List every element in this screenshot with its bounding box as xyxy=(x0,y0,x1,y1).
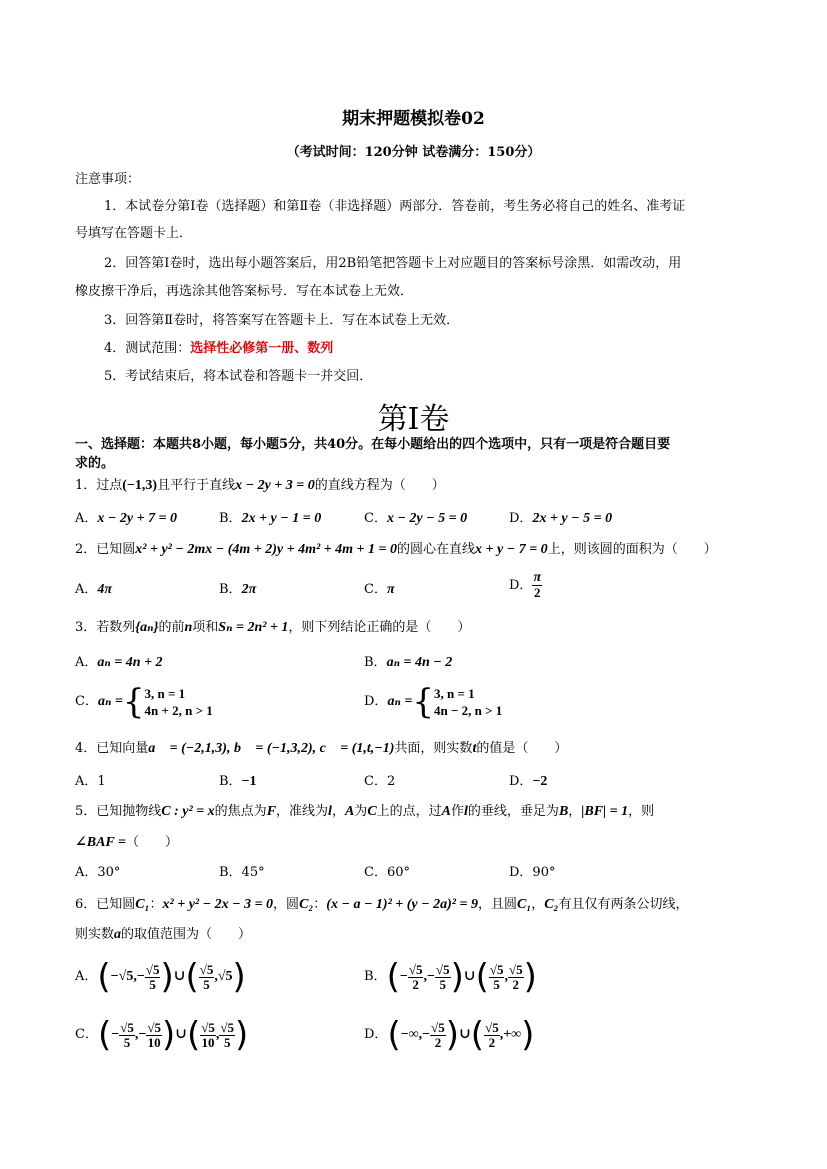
q5-text-2: 的焦点为 xyxy=(214,804,267,819)
q5-text-8: 的垂线，垂足为 xyxy=(467,804,559,819)
q5-F: F xyxy=(266,804,277,819)
q6-c1: C₁ xyxy=(135,897,150,912)
q6-option-d[interactable] xyxy=(364,1015,535,1055)
q3-c-case-1: 3, n = 1 xyxy=(144,686,186,701)
q5-text-3: ，准线为 xyxy=(276,804,329,819)
q1-c-value: x − 2y − 5 = 0 xyxy=(386,511,468,526)
q5-text-7: 作 xyxy=(451,804,465,819)
q3-a-value: aₙ = 4n + 2 xyxy=(97,655,163,670)
note-1-line-2: 号填写在答题卡上． xyxy=(75,226,193,241)
q6-text-4: ： xyxy=(313,897,327,912)
q6-a-frac-1-den: 5 xyxy=(149,976,156,992)
q6-b-frac-3-num: √5 xyxy=(489,961,504,977)
q6-a-frac-2-den: 5 xyxy=(203,976,210,992)
q6-text-5: ，且圆 xyxy=(477,897,517,912)
q6-b-frac-1-den: 2 xyxy=(412,976,419,992)
q6-b-comma-1: , xyxy=(423,969,427,984)
question-5-line-2 xyxy=(75,834,178,852)
q5-text-9: ， xyxy=(568,804,582,819)
q3-c-cases xyxy=(144,685,212,719)
q6-b-lparen-1: ( xyxy=(386,957,400,997)
q1-option-a[interactable] xyxy=(75,510,177,528)
q6-c-frac-1-den: 5 xyxy=(123,1034,131,1050)
note-5: 5．考试结束后，将本试卷和答题卡一并交回． xyxy=(104,369,373,384)
q6-c-frac-1-num: √5 xyxy=(120,1019,134,1035)
q6-b-lparen-2: ( xyxy=(475,957,489,997)
q5-l: l xyxy=(328,804,332,819)
q6-text-8: 则实数 xyxy=(75,927,115,942)
q6-d-neg-infinity: −∞, xyxy=(400,1027,423,1042)
q3-c-brace: { xyxy=(122,682,145,722)
section-heading-line-2: 求的。 xyxy=(75,456,115,471)
q6-b-frac-4 xyxy=(508,963,524,992)
note-4-prefix: 4．测试范围： xyxy=(104,341,191,356)
q2-b-value: 2π xyxy=(241,582,257,597)
note-4 xyxy=(104,340,333,358)
q3-option-c[interactable] xyxy=(75,682,213,722)
q1-line: x − 2y + 3 = 0 xyxy=(235,478,315,493)
q6-b-minus-2: − xyxy=(426,969,435,984)
q5-text-5: 为 xyxy=(354,804,368,819)
section-title: 第Ⅰ卷 xyxy=(377,402,450,437)
q6-c-union: ∪ xyxy=(175,1027,187,1042)
test-scope: 选择性必修第一册、数列 xyxy=(190,341,334,356)
q6-d-frac-1-den: 2 xyxy=(434,1034,442,1050)
q6-b-label: B． xyxy=(364,969,387,984)
notes-heading: 注意事项： xyxy=(75,172,141,187)
q5-C: C xyxy=(367,804,377,819)
note-2-line-1: 2．回答第Ⅰ卷时，选出每小题答案后，用2B铅笔把答题卡上对应题目的答案标号涂黑．如需改动，用 xyxy=(104,256,682,271)
q6-b-union: ∪ xyxy=(463,969,476,984)
q6-d-rparen-2: ) xyxy=(521,1015,535,1055)
q6-c-frac-2-den: 10 xyxy=(147,1034,161,1050)
q6-c-comma-2: , xyxy=(215,1027,220,1042)
q3-d-label: D． xyxy=(364,694,388,709)
q5-curve: C : y² = x xyxy=(161,804,215,819)
note-2-line-2: 橡皮擦干净后，再选涂其他答案标号．写在本试卷上无效． xyxy=(75,284,414,299)
q6-d-frac-1-num: √5 xyxy=(431,1019,445,1035)
q2-option-c[interactable] xyxy=(364,581,395,599)
q6-eq1: x² + y² − 2x − 3 = 0 xyxy=(162,897,274,912)
q6-option-a[interactable] xyxy=(75,957,246,997)
q1-point: (−1,3) xyxy=(122,478,158,493)
section-heading-line-1: 一、选择题：本题共8小题，每小题5分，共40分。在每小题给出的四个选项中，只有一项是符合题目要 xyxy=(75,437,671,452)
q6-d-frac-2-num: √5 xyxy=(485,1019,499,1035)
q6-c2: C₂ xyxy=(299,897,314,912)
q3-text-2: 的前 xyxy=(158,620,185,635)
q3-n: n xyxy=(184,620,193,635)
question-4 xyxy=(75,740,567,758)
q2-c-value: π xyxy=(386,582,395,597)
q2-text-2: 的圆心在直线 xyxy=(397,542,476,557)
question-1 xyxy=(75,477,445,495)
page-title: 期末押题模拟卷02 xyxy=(342,109,485,129)
q3-text-4: ，则下列结论正确的是（ ） xyxy=(288,620,471,635)
q3-text-1: 3．若数列 xyxy=(75,620,136,635)
q2-equation: x² + y² − 2mx − (4m + 2)y + 4m² + 4m + 1 = 0 xyxy=(135,542,398,557)
q6-d-frac-2 xyxy=(484,1021,500,1050)
q6-b-frac-4-num: √5 xyxy=(508,961,523,977)
q1-option-c[interactable] xyxy=(364,510,467,528)
q1-option-b[interactable] xyxy=(219,510,321,528)
q5-text-4: ， xyxy=(331,804,345,819)
q1-text-1: 1．过点 xyxy=(75,478,123,493)
q6-a-comma-1: , xyxy=(133,969,137,984)
q6-a-minus-1: − xyxy=(110,969,119,984)
q4-option-c[interactable]: C．2 xyxy=(364,774,396,789)
q6-a-rparen-1: ) xyxy=(160,957,174,997)
q6-b-rparen-1: ) xyxy=(450,957,464,997)
q6-c-lparen-2: ( xyxy=(186,1015,201,1055)
q6-c-frac-4-num: √5 xyxy=(220,1019,235,1035)
q4-d-value: −2 xyxy=(532,774,548,789)
q1-text-3: 的直线方程为（ ） xyxy=(314,478,445,493)
q1-text-2: 且平行于直线 xyxy=(157,478,236,493)
q1-d-label: D． xyxy=(509,511,533,526)
q5-option-c[interactable]: C．60° xyxy=(364,865,410,880)
q5-text-10: ，则 xyxy=(628,804,655,819)
q6-b-frac-1-num: √5 xyxy=(408,961,423,977)
q6-c-rparen-1: ) xyxy=(161,1015,176,1055)
q5-A: A xyxy=(344,804,355,819)
q2-d-label: D． xyxy=(509,578,533,593)
q2-text-1: 2．已知圆 xyxy=(75,542,136,557)
q3-option-d[interactable] xyxy=(364,682,503,722)
q6-a-rparen-2: ) xyxy=(232,957,246,997)
q3-d-lhs: aₙ = xyxy=(387,694,413,709)
q6-option-c[interactable] xyxy=(75,1015,249,1055)
q3-c-label: C． xyxy=(75,694,98,709)
q6-d-label: D． xyxy=(364,1027,388,1042)
question-6-line-2 xyxy=(75,926,251,944)
q5-B: B xyxy=(558,804,569,819)
q4-t: t xyxy=(472,741,477,756)
q6-a-label: A． xyxy=(75,969,98,984)
q4-text-3: 的值是（ ） xyxy=(476,741,568,756)
q6-c-rparen-2: ) xyxy=(235,1015,249,1055)
q6-c-frac-3-den: 10 xyxy=(201,1034,215,1050)
q5-option-b[interactable]: B．45° xyxy=(219,865,265,880)
q4-option-d[interactable] xyxy=(509,773,547,791)
q3-d-case-2: 4n − 2, n > 1 xyxy=(433,703,503,718)
q1-c-label: C． xyxy=(364,511,387,526)
q2-d-fraction xyxy=(532,571,542,600)
q2-b-label: B． xyxy=(219,582,242,597)
q5-option-d[interactable]: D．90° xyxy=(509,865,556,880)
q6-d-rparen-1: ) xyxy=(445,1015,460,1055)
q6-eq2: (x − a − 1)² + (y − 2a)² = 9 xyxy=(326,897,478,912)
q6-text-7: 有且仅有两条公切线， xyxy=(558,897,689,912)
q6-a-frac-1-num: √5 xyxy=(145,961,160,977)
q2-d-denominator: 2 xyxy=(534,585,541,600)
q2-option-a[interactable] xyxy=(75,581,112,599)
q1-d-value: 2x + y − 5 = 0 xyxy=(532,511,613,526)
note-1-line-1: 1．本试卷分第Ⅰ卷（选择题）和第Ⅱ卷（非选择题）两部分．答卷前，考生务必将自己的姓名、准考证 xyxy=(104,199,686,214)
question-3 xyxy=(75,619,470,637)
q6-b-frac-2-num: √5 xyxy=(435,961,450,977)
q6-a-sqrt5-1: √5 xyxy=(118,969,134,984)
q3-option-a[interactable] xyxy=(75,654,163,672)
q2-option-b[interactable] xyxy=(219,581,256,599)
q3-d-case-1: 3, n = 1 xyxy=(433,686,475,701)
q4-option-a[interactable]: A．1 xyxy=(75,774,106,789)
q6-a-frac-2-num: √5 xyxy=(199,961,214,977)
q6-a-union: ∪ xyxy=(173,969,186,984)
q5-text-1: 5．已知抛物线 xyxy=(75,804,162,819)
q2-option-d[interactable] xyxy=(509,571,542,600)
q6-d-union: ∪ xyxy=(459,1027,471,1042)
question-2 xyxy=(75,541,717,559)
q3-sequence: {aₙ} xyxy=(135,620,159,635)
q4-option-b[interactable] xyxy=(219,773,257,791)
q6-b-frac-3-den: 5 xyxy=(493,976,500,992)
q6-b-comma-2: , xyxy=(504,969,508,984)
q6-c-frac-2 xyxy=(146,1021,162,1050)
q1-a-value: x − 2y + 7 = 0 xyxy=(97,511,178,526)
q6-d-frac-2-den: 2 xyxy=(488,1034,496,1050)
q2-line: x + y − 7 = 0 xyxy=(475,542,548,557)
q3-d-cases xyxy=(434,685,502,719)
q4-b-value: −1 xyxy=(241,774,257,789)
q6-d-minus-1: − xyxy=(422,1027,431,1042)
q5-text-11: （ ） xyxy=(125,835,178,850)
q4-vectors: a⃗ = (−2,1,3), b⃗ = (−1,3,2), c⃗ = (1,t,−1) xyxy=(148,741,395,756)
q1-option-d[interactable] xyxy=(509,510,612,528)
q6-text-1: 6．已知圆 xyxy=(75,897,136,912)
q3-option-b[interactable] xyxy=(364,654,452,672)
q6-b-frac-1 xyxy=(408,963,424,992)
q5-A2: A xyxy=(441,804,452,819)
q2-a-label: A． xyxy=(75,582,98,597)
page-subtitle: （考试时间：120分钟 试卷满分：150分） xyxy=(286,145,541,160)
q3-d-brace: { xyxy=(412,682,434,722)
q6-a-minus-2: − xyxy=(136,969,145,984)
q3-text-3: 项和 xyxy=(192,620,219,635)
q1-a-label: A． xyxy=(75,511,98,526)
q6-a-sqrt5-2: √5 xyxy=(217,969,233,984)
q6-text-9: 的取值范围为（ ） xyxy=(121,927,252,942)
q6-a-comma-2: , xyxy=(214,969,218,984)
q6-option-b[interactable] xyxy=(364,957,537,997)
q4-text-2: 共面，则实数 xyxy=(394,741,473,756)
q3-a-label: A． xyxy=(75,655,98,670)
q6-d-pos-infinity: ,+∞ xyxy=(499,1027,522,1042)
q6-b-frac-2 xyxy=(435,963,451,992)
q3-b-label: B． xyxy=(364,655,387,670)
question-6-line-1 xyxy=(75,896,688,914)
q6-text-2: ： xyxy=(149,897,163,912)
q1-b-value: 2x + y − 1 = 0 xyxy=(241,511,322,526)
q2-a-value: 4π xyxy=(97,582,113,597)
q5-option-a[interactable]: A．30° xyxy=(75,865,121,880)
q4-text-1: 4．已知向量 xyxy=(75,741,149,756)
q6-text-6: ， xyxy=(531,897,545,912)
q4-d-label: D． xyxy=(509,774,533,789)
q6-c-frac-4 xyxy=(219,1021,235,1050)
q6-b-minus-1: − xyxy=(399,969,408,984)
q6-c-frac-3 xyxy=(200,1021,216,1050)
q6-c-frac-3-num: √5 xyxy=(201,1019,215,1035)
q6-c-label: C． xyxy=(75,1027,98,1042)
q5-angle: ∠BAF = xyxy=(75,835,126,850)
q6-a-lparen-1: ( xyxy=(97,957,111,997)
q1-b-label: B． xyxy=(219,511,242,526)
q3-c-case-2: 4n + 2, n > 1 xyxy=(144,703,213,718)
q2-text-3: 上，则该圆的面积为（ ） xyxy=(547,542,717,557)
q6-c1b: C₁ xyxy=(516,897,532,912)
q6-c-frac-2-num: √5 xyxy=(147,1019,161,1035)
q6-c2b: C₂ xyxy=(544,897,559,912)
q6-b-frac-3 xyxy=(489,963,505,992)
q6-a: a xyxy=(114,927,122,942)
q6-c-minus-2: − xyxy=(138,1027,147,1042)
q3-b-value: aₙ = 4n − 2 xyxy=(386,655,453,670)
q6-text-3: ，圆 xyxy=(273,897,300,912)
q6-d-lparen-1: ( xyxy=(387,1015,401,1055)
q6-b-rparen-2: ) xyxy=(523,957,537,997)
q6-c-frac-4-den: 5 xyxy=(223,1034,231,1050)
q6-a-lparen-2: ( xyxy=(185,957,199,997)
q3-c-lhs: aₙ = xyxy=(97,694,123,709)
q6-a-frac-1 xyxy=(145,963,161,992)
q2-d-numerator: π xyxy=(533,570,542,585)
q6-d-frac-1 xyxy=(430,1021,446,1050)
q6-b-frac-2-den: 5 xyxy=(439,976,446,992)
note-3: 3．回答第Ⅱ卷时，将答案写在答题卡上．写在本试卷上无效． xyxy=(104,313,460,328)
q6-d-lparen-2: ( xyxy=(470,1015,485,1055)
question-5-line-1 xyxy=(75,803,654,821)
q3-sum: Sₙ = 2n² + 1 xyxy=(218,620,289,635)
q5-text-6: 上的点，过 xyxy=(376,804,442,819)
q5-bf: |BF| = 1 xyxy=(581,804,629,819)
q5-l2: l xyxy=(464,804,468,819)
q4-b-label: B． xyxy=(219,774,242,789)
q6-c-lparen-1: ( xyxy=(97,1015,112,1055)
q6-c-minus-1: − xyxy=(111,1027,120,1042)
q6-a-frac-2 xyxy=(199,963,215,992)
q2-c-label: C． xyxy=(364,582,387,597)
q6-c-frac-1 xyxy=(119,1021,135,1050)
q6-b-frac-4-den: 2 xyxy=(512,976,520,992)
q6-c-comma-1: , xyxy=(134,1027,139,1042)
